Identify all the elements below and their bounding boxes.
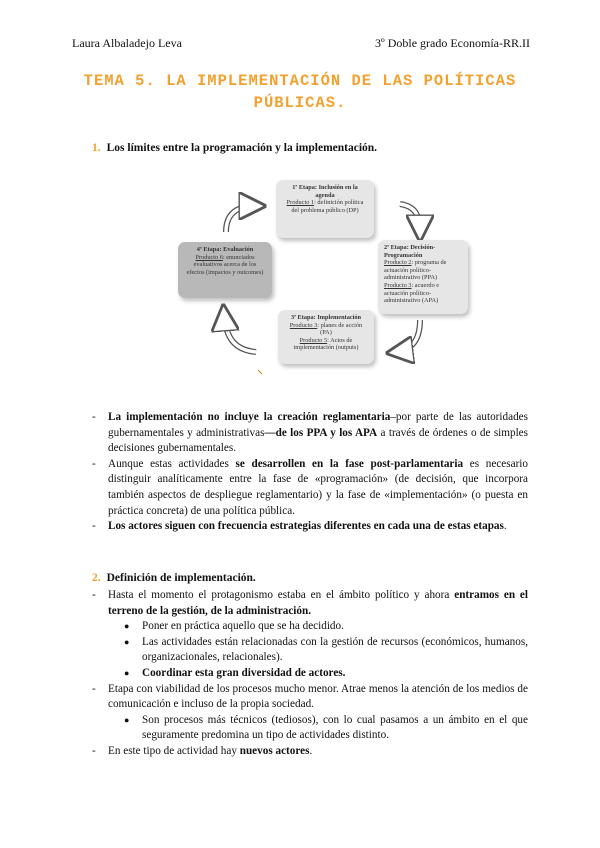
s2-item-2-text: Etapa con viabilidad de los procesos mucho menor. Atrae menos la atención de los medios de comunicación e incluso de la propia sociedad. (108, 682, 528, 711)
s2-item-3-bold: nuevos actores (239, 744, 310, 757)
bullet-2-text: Las actividades están relacionadas con la gestión de recursos (económicos, humanos, organizacionales, relacionales). (142, 635, 528, 664)
bullet-marker: ● (124, 636, 130, 647)
s2-item-1-bold: entramos en el terreno de la gestión, de la administración. (108, 589, 528, 617)
title-line-2: PÚBLICAS. (253, 94, 347, 112)
stage-3-product-a: Producto 3 (289, 321, 318, 329)
stage-1-product: Producto 1 (286, 199, 315, 207)
stage-2-product-b: Producto 3 (384, 281, 412, 289)
item-1-bold-a: La implementación no incluye la creación reglamentaria (108, 411, 391, 423)
s2-item-1-text: Hasta el momento el protagonismo estaba en el ámbito político y ahora (108, 589, 455, 601)
stage-2-box (378, 240, 468, 314)
small-mark (258, 370, 262, 374)
section-2-number: 2. (92, 572, 101, 584)
item-1-text-b: a través de órdenes o de simples decisiones gubernamentales. (108, 426, 528, 455)
page-header (72, 36, 530, 51)
title-line-1: TEMA 5. LA IMPLEMENTACIÓN DE LAS POLÍTICAS (83, 72, 517, 90)
course-name: 3º Doble grado Economía-RR.II (374, 36, 530, 50)
dash-marker: - (92, 520, 96, 533)
section-1-title: Los límites entre la programación y la implementación. (106, 142, 378, 154)
stage-4-heading: 4ª Etapa: Evaluación (196, 246, 254, 253)
section-2-heading (92, 572, 256, 584)
list-item (92, 410, 528, 457)
bullet-marker: ● (124, 667, 130, 678)
list-item (92, 744, 528, 760)
bullet-item (112, 635, 528, 666)
page-title (60, 70, 540, 114)
item-2-text-a: Aunque estas actividades (108, 457, 236, 470)
item-1-text-a: –por parte de las autoridades gubernamentales y administrativas (108, 411, 528, 439)
stage-4-text: : enunciados evaluativos acerca de los efectos (impactos y outcomes) (186, 253, 264, 276)
stage-1-heading: 1ª Etapa: Inclusión en la agenda (292, 184, 358, 199)
stage-4-product: Producto 6 (195, 253, 223, 261)
cycle-arrow-top-left (226, 206, 256, 232)
dash-marker: - (92, 411, 96, 423)
bullet-marker: ● (124, 714, 130, 725)
item-2-bold: se desarrollen en la fase post-parlamentaria (235, 457, 464, 470)
section-1-list (92, 410, 528, 535)
s2-item-3-text-b: . (309, 744, 313, 757)
stage-3-text-b: : Actos de implementación (outputs) (293, 336, 359, 352)
stage-3-text-a: : planes de acción (PA) (317, 321, 363, 337)
bullet-1-text: Poner en práctica aquello que se ha decidido. (142, 620, 344, 633)
dash-marker: - (92, 744, 96, 757)
bullet-marker: ● (124, 621, 130, 632)
cycle-arrow-bottom-left (224, 314, 256, 352)
stage-3-heading: 3ª Etapa: Implementación (290, 314, 362, 321)
stage-4-box (178, 242, 272, 298)
stage-2-text-a: : programa de actuación político-administrativo (PPA) (384, 259, 447, 282)
stage-3-product-b: Producto 5 (299, 336, 328, 344)
bullet-item (112, 619, 528, 635)
section-1-heading (92, 142, 377, 154)
item-2-text-b: es necesario distinguir analíticamente entre la fase de «programación» (de decisión, que incorpora también aspectos de despliegue reglamentario) y la fase de «implementación» (o puesta en práctica concreta) de una política pública. (108, 457, 528, 517)
dash-marker: - (92, 457, 96, 470)
item-3-bold: Los actores siguen con frecuencia estrategias diferentes en cada una de estas etapas (108, 520, 504, 533)
section-2-title: Definición de implementación. (106, 572, 256, 584)
bullet-3-text: Coordinar esta gran diversidad de actores. (142, 666, 346, 679)
stage-2-heading: 2ª Etapa: Decisión-Programación (384, 244, 436, 259)
s2-item-3-text-a: En este tipo de actividad hay (108, 744, 240, 757)
list-item (92, 682, 528, 713)
list-item (92, 519, 528, 535)
author-name: Laura Albaladejo Leva (72, 36, 182, 50)
stage-2-text-b: : acuerdo e actuación político-administrativo (APA) (384, 281, 440, 305)
list-item (92, 457, 528, 519)
dash-marker: - (92, 682, 96, 695)
bullet-item (112, 713, 528, 744)
stage-1-text: : definición política del problema público (DP) (291, 199, 364, 214)
stage-3-box (278, 310, 374, 364)
cycle-arrow-top-right (400, 204, 420, 232)
list-item (92, 588, 528, 619)
item-1-bold-b: —de los PPA y los APA (264, 426, 378, 439)
bullet-item (112, 666, 528, 682)
bullet-4-text: Son procesos más técnicos (tediosos), con lo cual pasamos a un ámbito en el que seguramente predomina un tipo de actividades distinto. (142, 713, 528, 742)
section-2-list (92, 588, 528, 760)
cycle-arrow-bottom-right (396, 320, 420, 352)
section-1-number: 1. (92, 142, 101, 154)
stage-1-box (276, 180, 374, 238)
dash-marker: - (92, 589, 96, 601)
item-3-text: . (503, 520, 507, 533)
stage-2-product-a: Producto 2 (384, 259, 412, 267)
